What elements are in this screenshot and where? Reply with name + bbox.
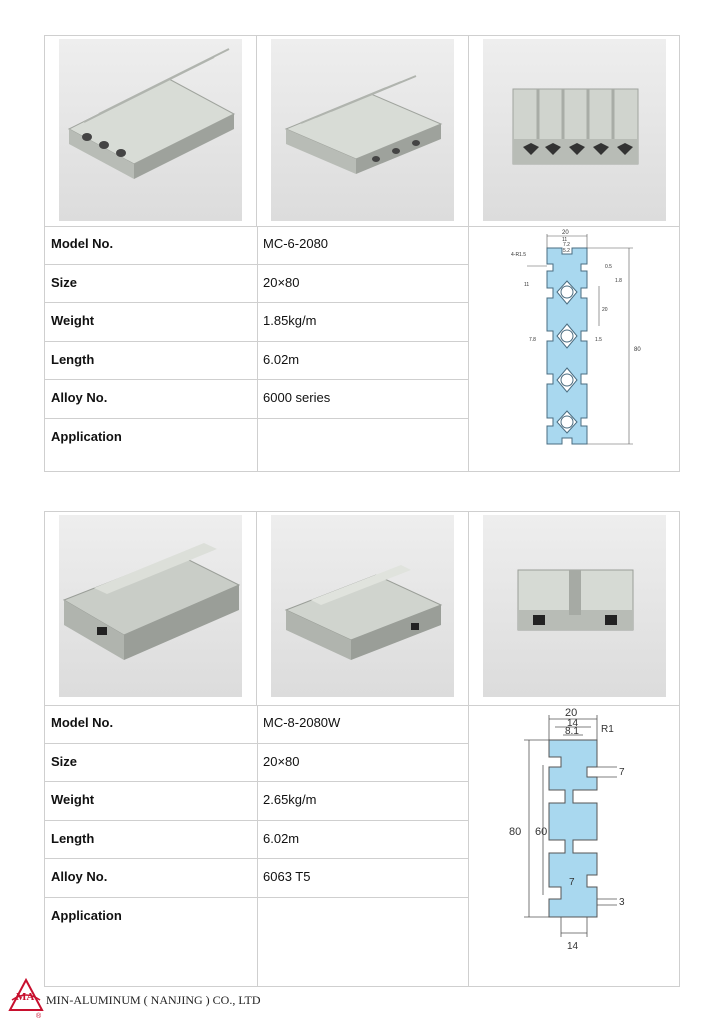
product-photo-perspective: [59, 515, 242, 697]
dim-20: 20: [602, 307, 608, 313]
spec-row-weight: [45, 782, 468, 821]
spec-row-length: [45, 342, 468, 381]
dim-7-bottom: 7: [569, 877, 575, 888]
spec-value: 2.65kg/m: [263, 792, 317, 807]
spec-label: Alloy No.: [51, 390, 108, 405]
dim-5-2: 5.2: [563, 248, 570, 254]
spec-label: Size: [51, 753, 78, 769]
spec-value: 6063 T5: [263, 869, 311, 884]
photo-cell: [45, 512, 257, 705]
photo-cell: [469, 512, 681, 705]
spec-label: Weight: [51, 313, 95, 328]
dim-radius: 4-R1.5: [511, 252, 527, 258]
company-name: MIN-ALUMINUM ( NANJING ) CO., LTD: [46, 993, 261, 1007]
product-photo-front: [483, 515, 666, 697]
spec-row-length: [45, 821, 468, 860]
dim-11: 11: [562, 237, 568, 243]
spec-row-size: [45, 265, 468, 304]
spec-label: Weight: [51, 792, 95, 807]
spec-label: Size: [51, 274, 78, 290]
dim-3: 3: [619, 897, 625, 908]
logo-text: MA: [16, 991, 35, 1003]
spec-value: 6.02m: [263, 351, 300, 367]
spec-row-model: [45, 226, 468, 265]
dim-radius: R1: [601, 724, 614, 735]
dim-14-bottom: 14: [567, 941, 579, 952]
photo-cell: [45, 36, 257, 226]
spec-label: Alloy No.: [51, 869, 108, 884]
spec-row-alloy: [45, 859, 468, 898]
dim-7-8: 7.8: [529, 337, 536, 343]
dim-8-1: 8.1: [565, 726, 579, 737]
product-card-mc-8-2080w: [44, 511, 680, 987]
spec-value: 6000 series: [263, 390, 331, 405]
profile-drawing-2080: [469, 226, 681, 472]
dim-60: 60: [535, 826, 548, 838]
spec-row-alloy: [45, 380, 468, 419]
dim-0-5: 0.5: [605, 264, 612, 270]
spec-row-size: [45, 744, 468, 783]
spec-label: Model No.: [51, 715, 114, 730]
dim-1-5: 1.5: [595, 337, 602, 343]
dim-height: 80: [634, 347, 641, 353]
product-photo-angled: [271, 515, 454, 697]
photo-cell: [257, 512, 469, 705]
spec-value: MC-6-2080: [263, 236, 329, 251]
dim-width: 20: [565, 707, 578, 719]
spec-table: [45, 226, 469, 472]
spec-label: Length: [51, 351, 95, 367]
spec-row-weight: [45, 303, 468, 342]
product-card-mc-6-2080: [44, 35, 680, 472]
spec-value: MC-8-2080W: [263, 715, 341, 730]
dim-11-left: 11: [524, 282, 530, 288]
dim-7: 7: [619, 767, 625, 778]
dim-7-2: 7.2: [563, 242, 570, 248]
spec-label: Application: [51, 428, 122, 444]
product-photo-angled: [271, 39, 454, 221]
dim-height: 80: [509, 826, 522, 838]
dim-1-8: 1.8: [615, 278, 622, 284]
spec-row-application: [45, 898, 468, 987]
spec-value: 1.85kg/m: [263, 313, 317, 328]
registered-mark: ®: [36, 1013, 42, 1020]
dim-width: 20: [562, 230, 569, 236]
product-photo-front: [483, 39, 666, 221]
dim-14: 14: [567, 718, 579, 729]
footer: [6, 976, 306, 1020]
spec-row-application: [45, 419, 468, 472]
photo-row: [45, 512, 679, 706]
spec-value: 20×80: [263, 274, 300, 290]
photo-cell: [257, 36, 469, 226]
company-logo: [6, 976, 46, 1020]
spec-label: Model No.: [51, 236, 114, 251]
photo-row: [45, 36, 679, 227]
spec-table: [45, 705, 469, 987]
spec-row-model: [45, 705, 468, 744]
spec-label: Length: [51, 830, 95, 846]
photo-cell: [469, 36, 681, 226]
spec-value: 6.02m: [263, 830, 300, 846]
product-photo-perspective: [59, 39, 242, 221]
spec-value: 20×80: [263, 753, 300, 769]
profile-drawing-2080w: [469, 705, 681, 987]
spec-label: Application: [51, 907, 122, 923]
